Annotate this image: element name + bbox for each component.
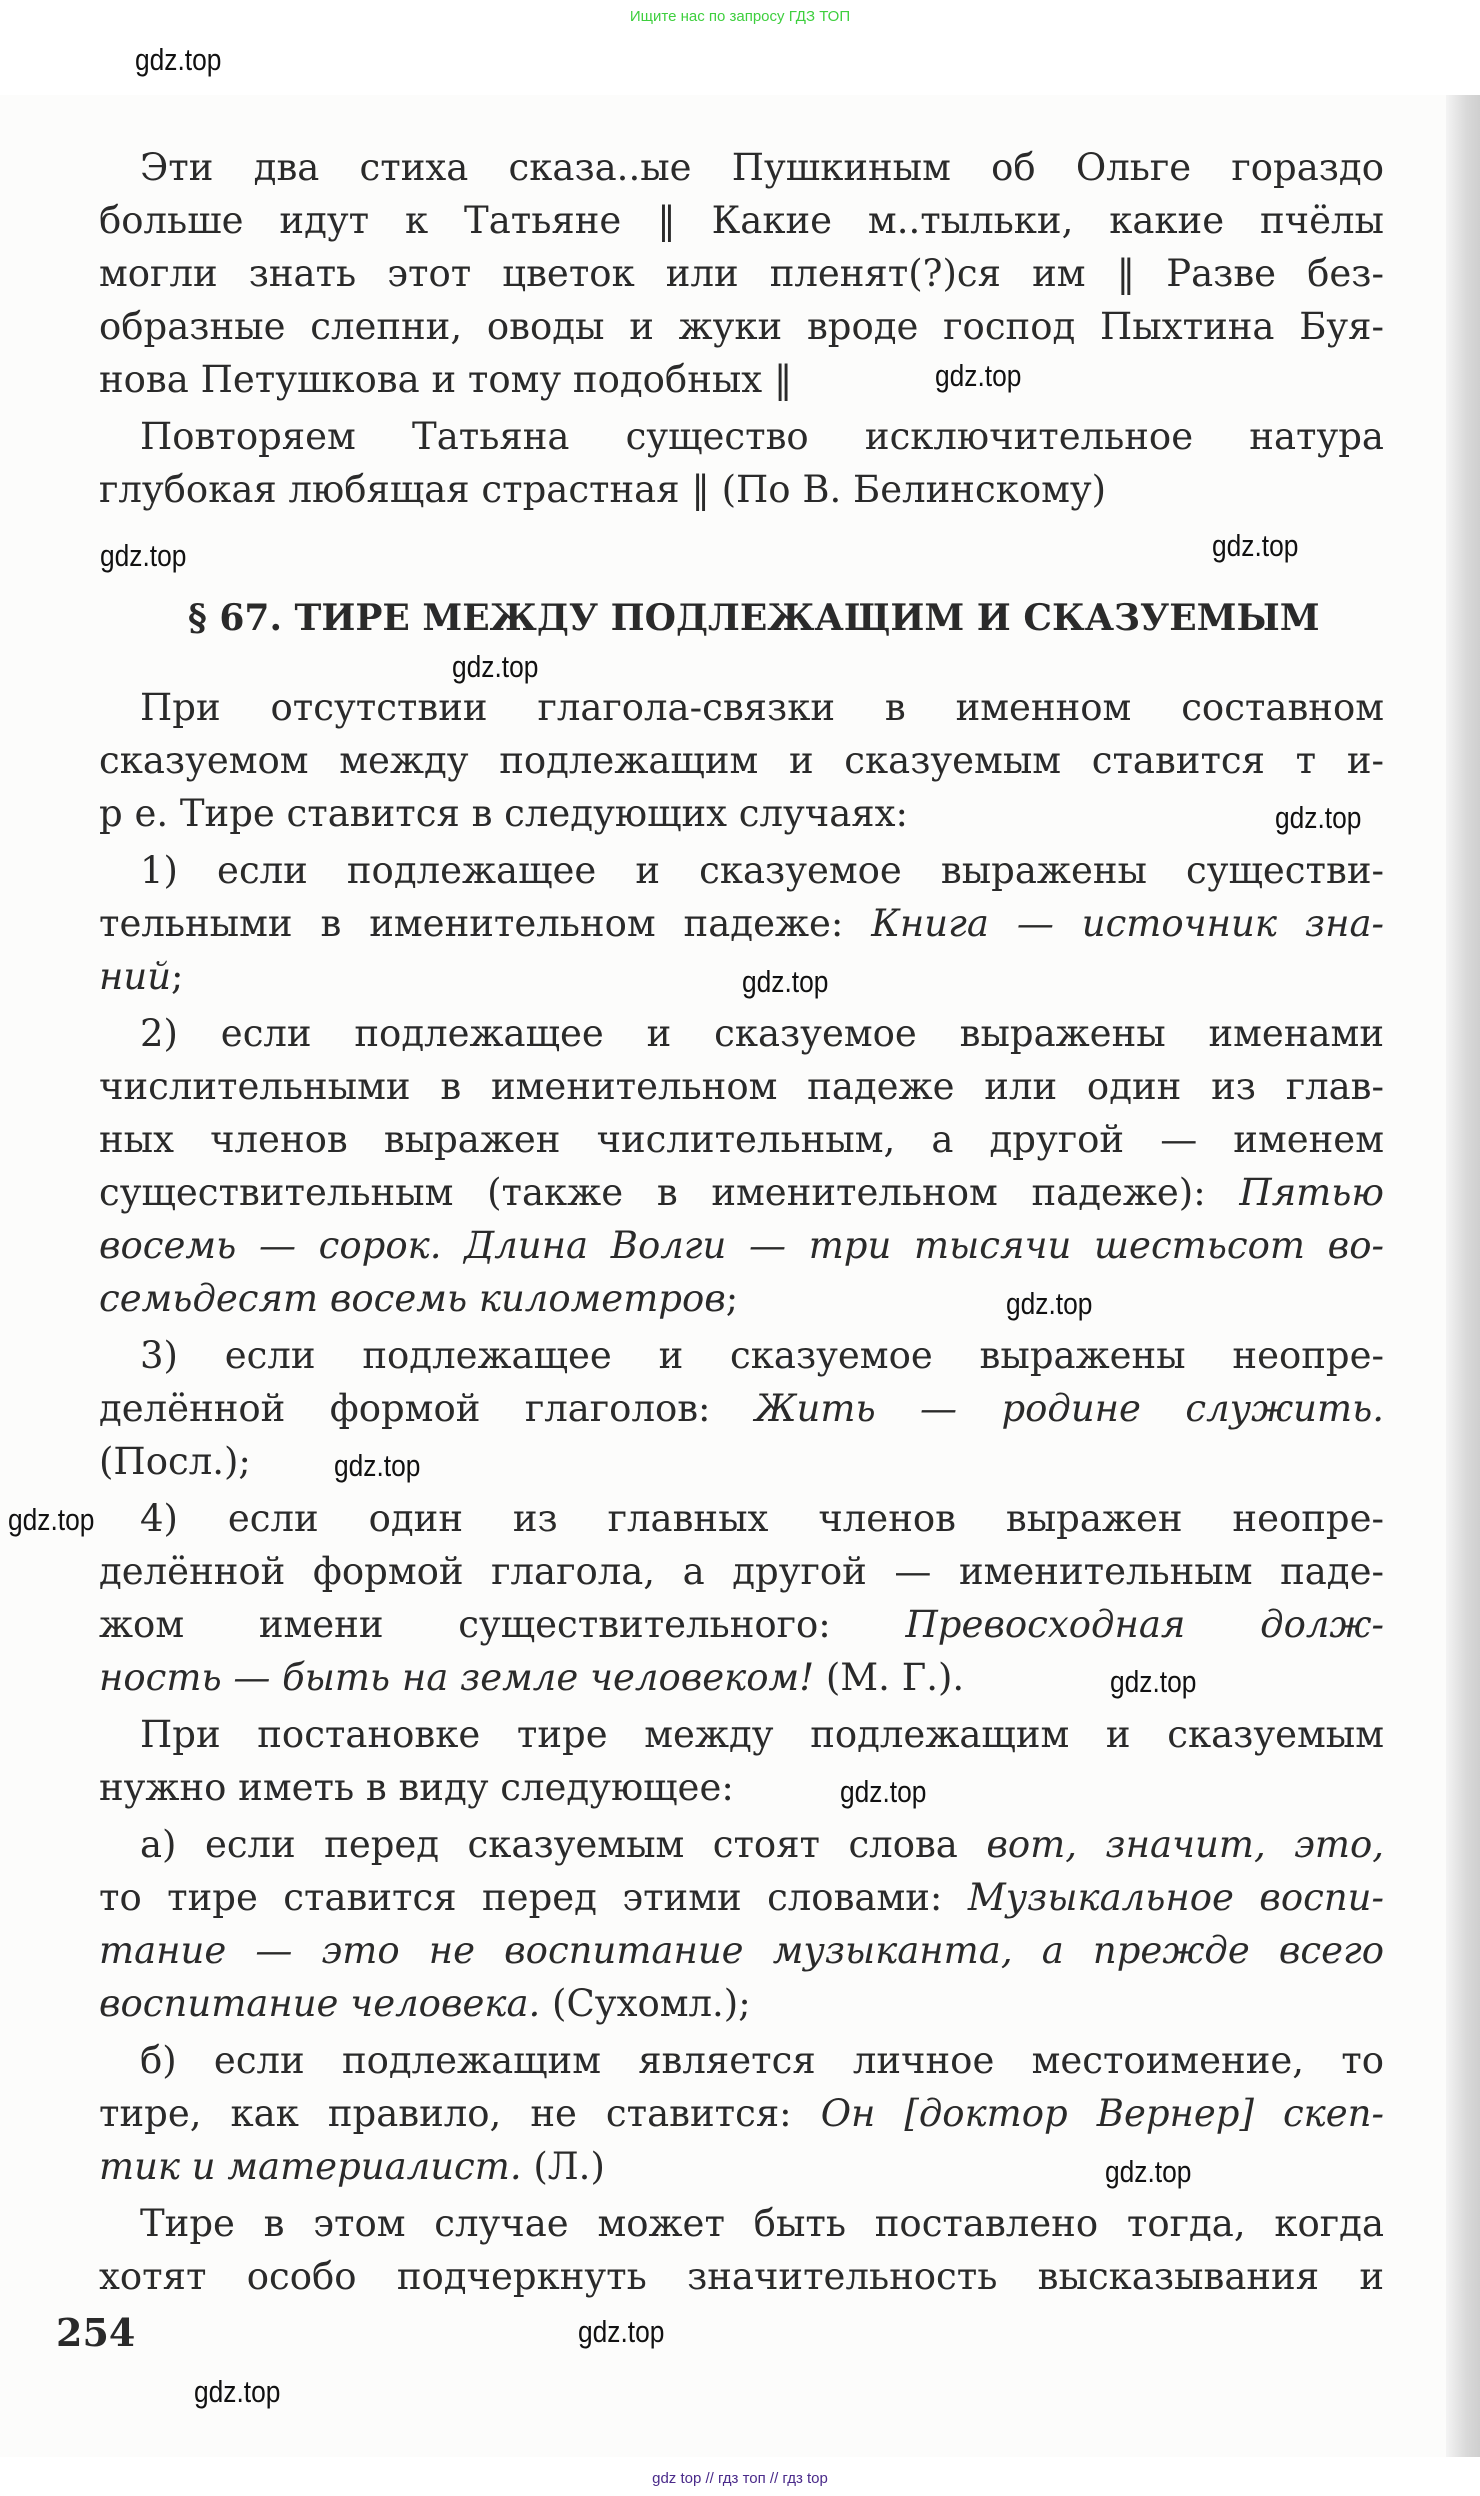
text-segment: р е. Тире ставится в следующих случаях: <box>99 792 908 835</box>
italic-example: Он [доктор Вернер] скеп- <box>820 2092 1384 2135</box>
text-line <box>99 1871 1384 1924</box>
italic-example: Превосходная долж- <box>905 1603 1384 1646</box>
italic-example: восемь — сорок. Длина Волги — три тысячи шестьсот во- <box>99 1224 1384 1267</box>
text-line <box>99 463 1384 516</box>
paragraph <box>99 1708 1384 1814</box>
text-line <box>99 410 1384 463</box>
text-segment: (Л.) <box>521 2145 605 2188</box>
text-line <box>99 844 1384 897</box>
text-segment: нужно иметь в виду следующее: <box>99 1766 734 1809</box>
top-banner[interactable]: Ищите нас по запросу ГДЗ ТОП <box>629 8 851 25</box>
italic-example: Жить — родине служить. <box>754 1387 1384 1430</box>
text-segment: числительными в именительном падеже или один из глав- <box>99 1065 1384 1108</box>
text-segment: глубокая любящая страстная ‖ (По В. Белинскому) <box>99 468 1107 511</box>
text-segment: делённой формой глаголов: <box>99 1387 755 1430</box>
watermark: gdz.top <box>840 1774 927 1809</box>
italic-example: ний <box>99 955 172 998</box>
text-line <box>99 1977 1384 2030</box>
text-segment: могли знать этот цветок или пленят(?)ся им ‖ Разве без- <box>99 252 1384 295</box>
italic-example: Пятью <box>1239 1171 1384 1214</box>
italic-example: Музыкальное воспи- <box>967 1876 1384 1919</box>
watermark: gdz.top <box>742 964 829 999</box>
text-segment: делённой формой глагола, а другой — именительным паде- <box>99 1550 1384 1593</box>
rule-text <box>99 681 1384 2303</box>
paragraph <box>99 2197 1384 2303</box>
text-line <box>99 2197 1384 2250</box>
text-segment: При отсутствии глагола-связки в именном составном <box>140 686 1384 729</box>
text-line <box>99 1761 1384 1814</box>
text-segment: (Посл.); <box>99 1440 251 1483</box>
page-edge-shadow <box>1446 95 1480 2457</box>
watermark: gdz.top <box>935 358 1022 393</box>
text-line <box>99 1492 1384 1545</box>
watermark: gdz.top <box>194 2374 281 2409</box>
text-line <box>99 1060 1384 1113</box>
text-segment: Повторяем Татьяна существо исключительное натура <box>140 415 1384 458</box>
italic-example: вот, значит, это, <box>986 1823 1385 1866</box>
text-segment: нова Петушкова и тому подобных ‖ <box>99 358 793 401</box>
text-line <box>99 1924 1384 1977</box>
text-line <box>99 1382 1384 1435</box>
italic-example: воспитание человека. <box>99 1982 541 2025</box>
text-line <box>99 734 1384 787</box>
paragraph <box>99 681 1384 840</box>
text-segment: жом имени существительного: <box>99 1603 906 1646</box>
text-line <box>99 353 1384 406</box>
watermark: gdz.top <box>1212 528 1299 563</box>
paragraph <box>99 141 1384 406</box>
text-segment: 2) если подлежащее и сказуемое выражены именами <box>140 1012 1384 1055</box>
text-line <box>99 1166 1384 1219</box>
text-segment: ; <box>725 1277 739 1320</box>
text-segment: ; <box>171 955 184 998</box>
watermark: gdz.top <box>1105 2154 1192 2189</box>
italic-example: тик и материалист. <box>99 2145 522 2188</box>
text-segment: 3) если подлежащее и сказуемое выражены неопре- <box>140 1334 1384 1377</box>
text-line <box>99 1545 1384 1598</box>
text-segment: тире, как правило, не ставится: <box>99 2092 821 2135</box>
text-segment: (М. Г.). <box>814 1656 965 1699</box>
watermark: gdz.top <box>100 538 187 573</box>
text-line <box>99 1219 1384 1272</box>
text-line <box>99 300 1384 353</box>
text-line <box>99 1818 1384 1871</box>
page-text <box>99 141 1384 2307</box>
italic-example: тание — это не воспитание музыканта, а прежде всего <box>99 1929 1384 1972</box>
section-heading: § 67. ТИРЕ МЕЖДУ ПОДЛЕЖАЩИМ И СКАЗУЕМЫМ <box>188 597 1320 639</box>
paragraph <box>99 1007 1384 1325</box>
exercise-text <box>99 141 1384 516</box>
text-segment: хотят особо подчеркнуть значительность высказывания и <box>99 2255 1384 2298</box>
text-line <box>99 1598 1384 1651</box>
text-line <box>99 1113 1384 1166</box>
italic-example: Книга — источник зна- <box>871 902 1385 945</box>
text-segment: а) если перед сказуемым стоят слова <box>140 1823 987 1866</box>
italic-example: ность — быть на земле человеком! <box>99 1656 815 1699</box>
text-segment: образные слепни, оводы и жуки вроде господ Пыхтина Буя- <box>99 305 1384 348</box>
text-segment: 1) если подлежащее и сказуемое выражены существи- <box>140 849 1384 892</box>
text-segment: сказуемом между подлежащим и сказуемым ставится т и- <box>99 739 1384 782</box>
text-line <box>99 141 1384 194</box>
italic-example: семьдесят восемь километров <box>99 1277 726 1320</box>
text-segment: б) если подлежащим является личное местоимение, то <box>140 2039 1384 2082</box>
watermark: gdz.top <box>334 1448 421 1483</box>
text-segment: то тире ставится перед этими словами: <box>99 1876 968 1919</box>
text-segment: тельными в именительном падеже: <box>99 902 872 945</box>
text-line <box>99 1435 1384 1488</box>
text-line <box>99 1007 1384 1060</box>
text-line <box>99 787 1384 840</box>
watermark: gdz.top <box>1275 800 1362 835</box>
watermark: gdz.top <box>452 649 539 684</box>
text-segment: ных членов выражен числительным, а другой — именем <box>99 1118 1384 1161</box>
text-segment: (Сухомл.); <box>540 1982 751 2025</box>
watermark: gdz.top <box>8 1502 95 1537</box>
text-segment: Тире в этом случае может быть поставлено тогда, когда <box>140 2202 1384 2245</box>
text-line <box>99 1708 1384 1761</box>
paragraph <box>99 1818 1384 2030</box>
text-line <box>99 897 1384 950</box>
text-line <box>99 1272 1384 1325</box>
text-line <box>99 2034 1384 2087</box>
paragraph <box>99 1329 1384 1488</box>
text-line <box>99 2087 1384 2140</box>
text-line <box>99 2250 1384 2303</box>
text-segment: 4) если один из главных членов выражен неопре- <box>140 1497 1384 1540</box>
text-line <box>99 247 1384 300</box>
watermark: gdz.top <box>135 42 222 77</box>
watermark: gdz.top <box>1110 1664 1197 1699</box>
watermark: gdz.top <box>1006 1286 1093 1321</box>
text-segment: существительным (также в именительном падеже): <box>99 1171 1240 1214</box>
text-line <box>99 194 1384 247</box>
text-segment: Эти два стиха сказа..ые Пушкиным об Ольге гораздо <box>140 146 1384 189</box>
text-line <box>99 681 1384 734</box>
bottom-banner[interactable]: gdz top // гдз топ // гдз top <box>652 2470 828 2487</box>
paragraph <box>99 410 1384 516</box>
page-number: 254 <box>56 2310 136 2355</box>
watermark: gdz.top <box>578 2314 665 2349</box>
text-line <box>99 1329 1384 1382</box>
text-segment: При постановке тире между подлежащим и сказуемым <box>140 1713 1384 1756</box>
text-segment: больше идут к Татьяне ‖ Какие м..тыльки, какие пчёлы <box>99 199 1384 242</box>
